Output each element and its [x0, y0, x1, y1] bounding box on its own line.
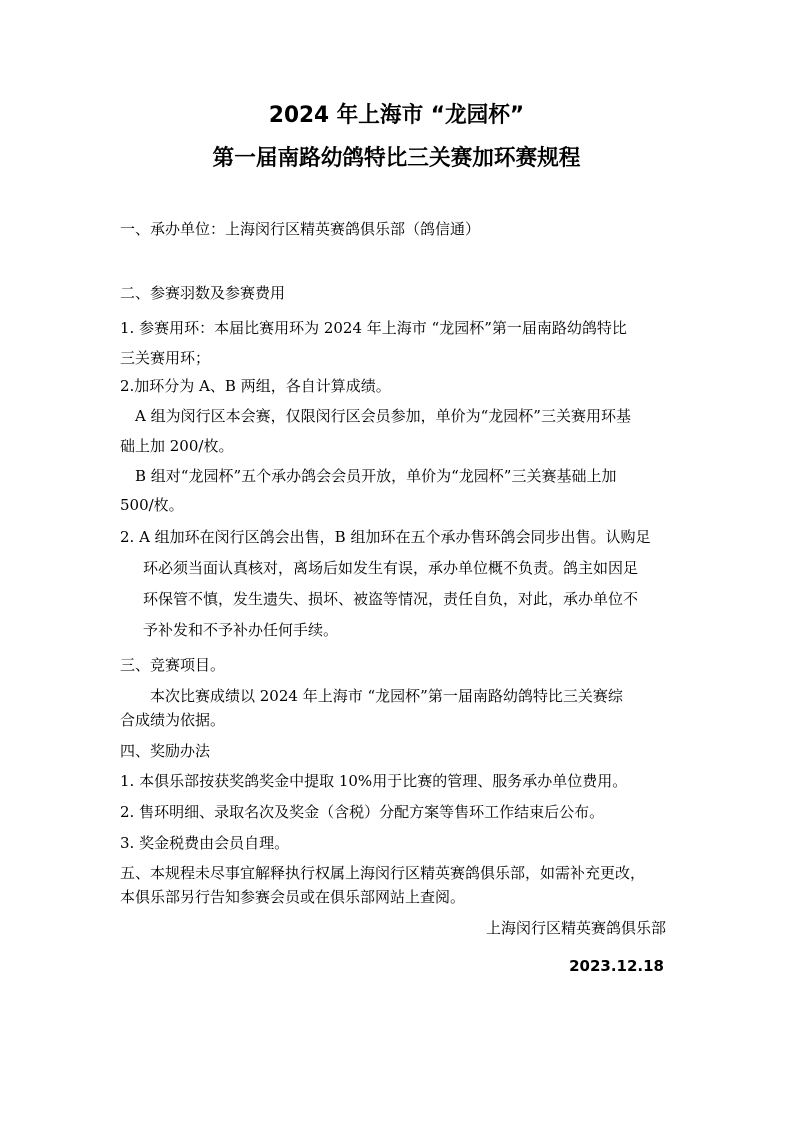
- item-1-line-1: 1. 参赛用环：本届比赛用环为 2024 年上海市 “龙园杯”第一届南路幼鸽特比: [120, 319, 627, 337]
- section-5-line-1: 五、本规程未尽事宜解释执行权属上海闵行区精英赛鸽俱乐部，如需补充更改，: [120, 864, 646, 882]
- item-2: 2.加环分为 A、B 两组，各自计算成绩。: [120, 377, 391, 395]
- group-a-line-1: A 组为闵行区本会赛，仅限闵行区会员参加，单价为“龙园杯”三关赛用环基: [135, 407, 631, 425]
- section-3-heading: 三、竞赛项目。: [120, 656, 226, 674]
- title-line-2: 第一届南路幼鸽特比三关赛加环赛规程: [212, 146, 581, 171]
- item-3-line-2: 环必须当面认真核对，离场后如发生有误，承办单位概不负责。鸽主如因足: [143, 559, 639, 577]
- title-line-1: 2024 年上海市 “龙园杯”: [268, 103, 525, 128]
- section-4-heading: 四、奖励办法: [120, 742, 211, 760]
- signature-date: 2023.12.18: [569, 957, 664, 975]
- reward-item-1: 1. 本俱乐部按获奖鸽奖金中提取 10%用于比赛的管理、服务承办单位费用。: [120, 772, 628, 790]
- competition-line-1: 本次比赛成绩以 2024 年上海市 “龙园杯”第一届南路幼鸽特比三关赛综: [150, 687, 623, 705]
- signature-organization: 上海闵行区精英赛鸽俱乐部: [485, 919, 666, 937]
- item-1-line-2: 三关赛用环；: [120, 349, 211, 367]
- section-5-line-2: 本俱乐部另行告知参赛会员或在俱乐部网站上查阅。: [120, 888, 466, 906]
- item-3-line-1: 2. A 组加环在闵行区鸽会出售，B 组加环在五个承办售环鸽会同步出售。认购足: [120, 528, 651, 546]
- competition-line-2: 合成绩为依据。: [120, 711, 226, 729]
- item-3-line-4: 予补发和不予补办任何手续。: [143, 621, 339, 639]
- group-a-line-2: 础上加 200/枚。: [120, 437, 234, 455]
- item-3-line-3: 环保管不慎，发生遗失、损坏、被盗等情况，责任自负，对此，承办单位不: [143, 590, 639, 608]
- reward-item-2: 2. 售环明细、录取名次及奖金（含税）分配方案等售环工作结束后公布。: [120, 803, 605, 821]
- reward-item-3: 3. 奖金税费由会员自理。: [120, 834, 290, 852]
- section-1-organizer: 一、承办单位：上海闵行区精英赛鸽俱乐部（鸽信通）: [120, 220, 481, 238]
- group-b-line-1: B 组对“龙园杯”五个承办鸽会会员开放，单价为“龙园杯”三关赛基础上加: [135, 467, 617, 485]
- section-2-heading: 二、参赛羽数及参赛费用: [120, 284, 286, 302]
- group-b-line-2: 500/枚。: [120, 496, 184, 514]
